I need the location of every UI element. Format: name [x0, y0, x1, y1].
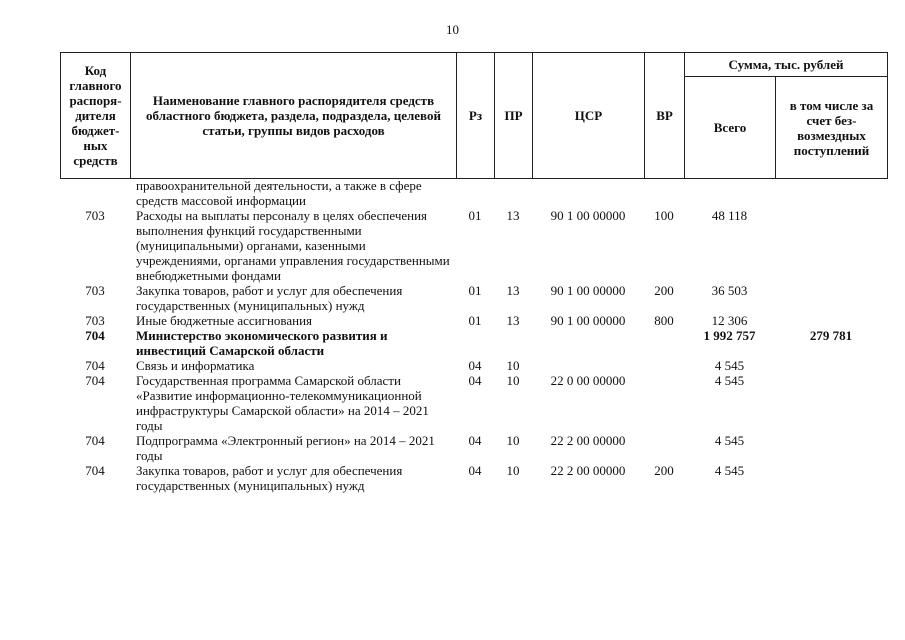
row-pr: 10 [506, 463, 520, 478]
page-number: 10 [446, 22, 459, 37]
row-rz: 04 [468, 463, 482, 478]
row-pr [494, 328, 532, 358]
row-code: 704 [85, 463, 105, 478]
row-csr: 22 2 00 00000 [550, 433, 626, 448]
row-free: 279 781 [809, 328, 853, 343]
row-pr [494, 178, 532, 208]
header-pr: ПР [495, 53, 533, 179]
table-row [60, 328, 887, 358]
row-csr: 22 0 00 00000 [550, 373, 626, 388]
row-rz: 01 [468, 283, 482, 298]
row-name: правоохранительной деятельности, а также в сфере средств массовой информации [136, 178, 422, 208]
header-sum-group: Сумма, тыс. рублей [685, 53, 888, 77]
header-sum-free: в том числе за счет без-возмездных поступлений [776, 77, 888, 179]
row-pr: 13 [506, 313, 520, 328]
row-rz: 04 [468, 433, 482, 448]
row-csr [532, 178, 644, 208]
row-free [775, 463, 887, 493]
table-row [60, 313, 887, 328]
row-name: Подпрограмма «Электронный регион» на 2014 – 2021 годы [136, 433, 435, 463]
table-header [60, 52, 888, 179]
row-total: 4 545 [714, 433, 745, 448]
row-rz: 04 [468, 358, 482, 373]
row-free [775, 373, 887, 433]
table-body [60, 178, 887, 493]
row-pr: 13 [506, 283, 520, 298]
table-row [60, 283, 887, 313]
row-code: 703 [85, 208, 105, 223]
row-code: 704 [85, 358, 105, 373]
row-total [684, 178, 775, 208]
row-pr: 13 [506, 208, 520, 223]
row-free [775, 208, 887, 283]
row-csr [532, 328, 644, 358]
row-vr: 200 [654, 283, 674, 298]
row-total: 12 306 [711, 313, 748, 328]
row-csr: 90 1 00 00000 [550, 208, 626, 223]
row-name: Расходы на выплаты персоналу в целях обеспечения выполнения функций государственными (муниципальными) органами, казенными учреждениями, органами управления государственными внебюджетными фондами [136, 208, 450, 283]
row-name: Связь и информатика [136, 358, 255, 373]
row-code: 704 [85, 328, 105, 343]
row-rz: 01 [468, 313, 482, 328]
table-row [60, 358, 887, 373]
row-vr: 100 [654, 208, 674, 223]
row-vr: 200 [654, 463, 674, 478]
row-free [775, 178, 887, 208]
row-csr: 90 1 00 00000 [550, 283, 626, 298]
row-code: 704 [85, 373, 105, 388]
row-code: 704 [85, 433, 105, 448]
row-total: 1 992 757 [703, 328, 756, 343]
row-csr: 90 1 00 00000 [550, 313, 626, 328]
row-pr: 10 [506, 373, 520, 388]
row-vr [644, 373, 684, 433]
row-pr: 10 [506, 358, 520, 373]
row-name: Государственная программа Самарской области «Развитие информационно-телекоммуникационной инфраструктуры Самарской области» на 2014 – 2021 годы [136, 373, 429, 433]
row-total: 4 545 [714, 373, 745, 388]
header-rz: Рз [457, 53, 495, 179]
header-csr: ЦСР [533, 53, 645, 179]
row-vr: 800 [654, 313, 674, 328]
row-total: 4 545 [714, 463, 745, 478]
table-row [60, 208, 887, 283]
row-csr: 22 2 00 00000 [550, 463, 626, 478]
row-vr [644, 433, 684, 463]
row-rz: 04 [468, 373, 482, 388]
row-vr [644, 358, 684, 373]
row-free [775, 313, 887, 328]
row-code: 703 [85, 313, 105, 328]
row-free [775, 358, 887, 373]
header-sum-total: Всего [685, 77, 776, 179]
row-rz [456, 178, 494, 208]
table-row [60, 373, 887, 433]
row-code [60, 178, 130, 208]
row-rz [456, 328, 494, 358]
row-rz: 01 [468, 208, 482, 223]
row-name: Министерство экономического развития и инвестиций Самарской области [136, 328, 388, 358]
row-total: 36 503 [711, 283, 748, 298]
row-name: Закупка товаров, работ и услуг для обеспечения государственных (муниципальных) нужд [136, 283, 403, 313]
row-pr: 10 [506, 433, 520, 448]
header-code: Код главного распоря-дителя бюджет-ных средств [61, 53, 131, 179]
row-total: 4 545 [714, 358, 745, 373]
table-row [60, 463, 887, 493]
header-vr: ВР [645, 53, 685, 179]
header-name: Наименование главного распорядителя средств областного бюджета, раздела, подраздела, целевой статьи, группы видов расходов [131, 53, 457, 179]
row-csr [532, 358, 644, 373]
row-vr [644, 178, 684, 208]
table-row [60, 433, 887, 463]
row-vr [644, 328, 684, 358]
row-code: 703 [85, 283, 105, 298]
table-row [60, 178, 887, 208]
row-free [775, 433, 887, 463]
row-name: Закупка товаров, работ и услуг для обеспечения государственных (муниципальных) нужд [136, 463, 403, 493]
row-free [775, 283, 887, 313]
row-total: 48 118 [711, 208, 748, 223]
row-name: Иные бюджетные ассигнования [136, 313, 313, 328]
